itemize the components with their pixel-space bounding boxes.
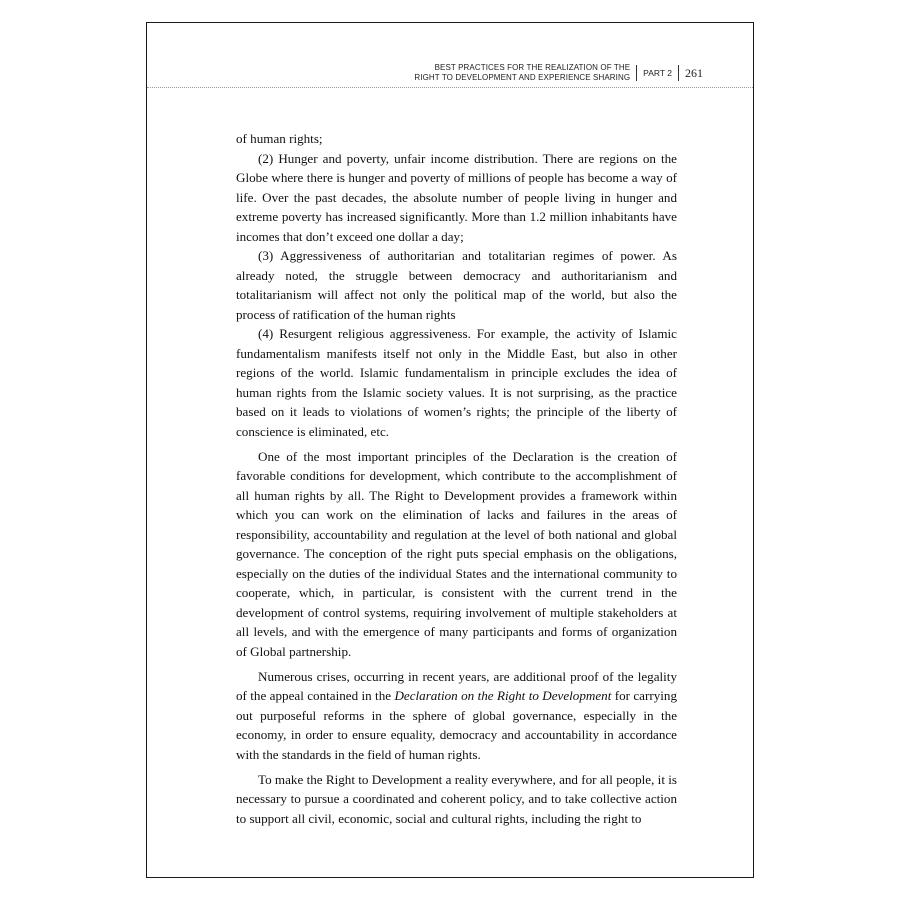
paragraph-numerous-crises-part-2: for carrying out purposeful reforms in the sphere of global governance, especially in the economy, in order to ensure equality, democracy and accountability in accordance with the standards in the field of human rights. xyxy=(236,688,677,762)
paragraph-religious-aggressiveness: (4) Resurgent religious aggressiveness. For example, the activity of Islamic fundamentalism manifests itself not only in the Middle East, but also in other regions of the world. Islamic fundamentalism in principle excludes the idea of human rights from the Islamic society values. It is not surprising, as the practice based on it leads to violations of women’s rights; the principle of the liberty of conscience is eliminated, etc. xyxy=(236,326,677,439)
page-number: 261 xyxy=(678,65,703,81)
running-head-title xyxy=(414,63,636,82)
part-label: PART 2 xyxy=(636,65,678,81)
paragraph-numerous-crises-part-1: Numerous crises, occurring in recent years, are additional proof of the legality of the appeal contained in the xyxy=(236,668,677,703)
paragraph-numerous-crises xyxy=(236,667,677,765)
header-divider xyxy=(147,87,753,88)
paragraph-continuation: of human rights; xyxy=(236,131,323,146)
book-page xyxy=(146,22,754,878)
body-text xyxy=(236,129,677,828)
running-head-title-line-2: RIGHT TO DEVELOPMENT AND EXPERIENCE SHARING xyxy=(414,72,631,82)
declaration-title-italic: Declaration on the Right to Development xyxy=(394,688,612,703)
paragraph-authoritarian-regimes: (3) Aggressiveness of authoritarian and totalitarian regimes of power. As already noted, the struggle between democracy and authoritarianism and totalitarianism will affect not only the political map of the world, but also the process of ratification of the human rights xyxy=(236,248,677,322)
paragraph-right-to-development-reality: To make the Right to Development a reality everywhere, and for all people, it is necessary to pursue a coordinated and coherent policy, and to take collective action to support all civil, economic, social and cultural rights, including the right to xyxy=(236,771,677,826)
paragraph-hunger-poverty: (2) Hunger and poverty, unfair income distribution. There are regions on the Globe where there is hunger and poverty of millions of people has become a way of life. Over the past decades, the absolute number of people living in hunger and extreme poverty has increased significantly. More than 1.2 million inhabitants have incomes that don’t exceed one dollar a day; xyxy=(236,150,677,244)
running-head xyxy=(414,63,703,82)
running-head-title-line-1: BEST PRACTICES FOR THE REALIZATION OF THE xyxy=(434,63,631,72)
paragraph-declaration-principles: One of the most important principles of the Declaration is the creation of favorable conditions for development, which contribute to the accomplishment of all human rights by all. The Right to Development provides a framework within which you can work on the elimination of lacks and failures in the areas of responsibility, accountability and regulation at the level of both national and global governance. The conception of the right puts special emphasis on the obligations, especially on the duties of the individual States and the international community to cooperate, which, in particular, is consistent with the current trend in the development of control systems, requiring involvement of multiple stakeholders at all levels, and with the emergence of many participants and forms of organization of Global partnership. xyxy=(236,448,677,659)
